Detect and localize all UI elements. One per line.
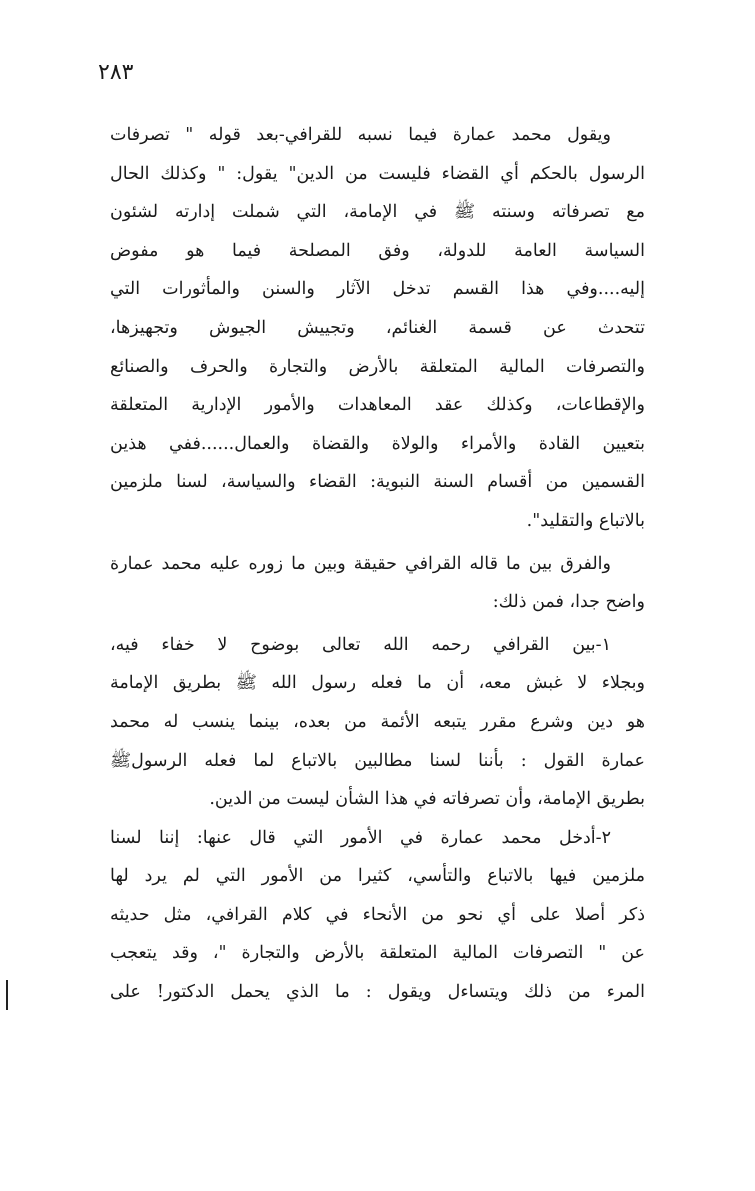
text-line: هو دين وشرع مقرر يتبعه الأئمة من بعده، بينما ينسب له محمد xyxy=(110,711,645,732)
text-line: الرسول بالحكم أي القضاء فليست من الدين" يقول: " وكذلك الحال xyxy=(110,163,645,184)
page-number: ٢٨٣ xyxy=(98,60,134,85)
text-line: المرء من ذلك ويتساءل ويقول : ما الذي يحمل الدكتور! على xyxy=(110,982,645,1003)
text-line: والفرق بين ما قاله القرافي حقيقة وبين ما زوره عليه محمد عمارة xyxy=(110,553,611,574)
text-line: بطريق الإمامة، وأن تصرفاته في هذا الشأن ليست من الدين. xyxy=(209,789,645,810)
text-line: إليه....وفي هذا القسم تدخل الآثار والسنن والمأثورات التي xyxy=(110,279,645,300)
margin-mark xyxy=(6,980,8,1010)
text-line: وبجلاء لا غبش معه، أن ما فعله رسول الله ﷺ بطريق الإمامة xyxy=(110,673,645,694)
text-line: ١-بين القرافي رحمه الله تعالى بوضوح لا خفاء فيه، xyxy=(110,634,611,655)
text-line: السياسة العامة للدولة، وفق المصلحة فيما هو مفوض xyxy=(110,240,645,261)
page-body xyxy=(110,116,645,1012)
text-line: ملزمين فيها بالاتباع والتأسي، كثيرا من الأمور التي لم يرد لها xyxy=(110,866,645,887)
text-line: بتعيين القادة والأمراء والولاة والقضاة والعمال......ففي هذين xyxy=(110,433,645,454)
text-line: ٢-أدخل محمد عمارة في الأمور التي قال عنها: إننا لسنا xyxy=(110,827,611,848)
text-line: تتحدث عن قسمة الغنائم، وتجييش الجيوش وتجهيزها، xyxy=(110,317,645,338)
text-line: القسمين من أقسام السنة النبوية: القضاء والسياسة، لسنا ملزمين xyxy=(110,472,645,493)
text-line: عن " التصرفات المالية المتعلقة بالأرض والتجارة "، وقد يتعجب xyxy=(110,943,645,964)
text-line: والتصرفات المالية المتعلقة بالأرض والتجارة والحرف والصنائع xyxy=(110,356,645,377)
text-line: عمارة القول : بأننا لسنا مطالبين بالاتباع لما فعله الرسولﷺ xyxy=(110,750,645,771)
text-line: والإقطاعات، وكذلك عقد المعاهدات والأمور الإدارية المتعلقة xyxy=(110,395,645,416)
text-line: مع تصرفاته وسنته ﷺ في الإمامة، التي شملت إدارته لشئون xyxy=(110,202,645,223)
text-line: ويقول محمد عمارة فيما نسبه للقرافي-بعد قوله " تصرفات xyxy=(110,125,611,145)
text-line: واضح جدا، فمن ذلك: xyxy=(492,592,645,613)
text-line: بالاتباع والتقليد". xyxy=(526,510,645,531)
text-line: ذكر أصلا على أي نحو من الأنحاء في كلام القرافي، مثل حديثه xyxy=(110,904,645,925)
